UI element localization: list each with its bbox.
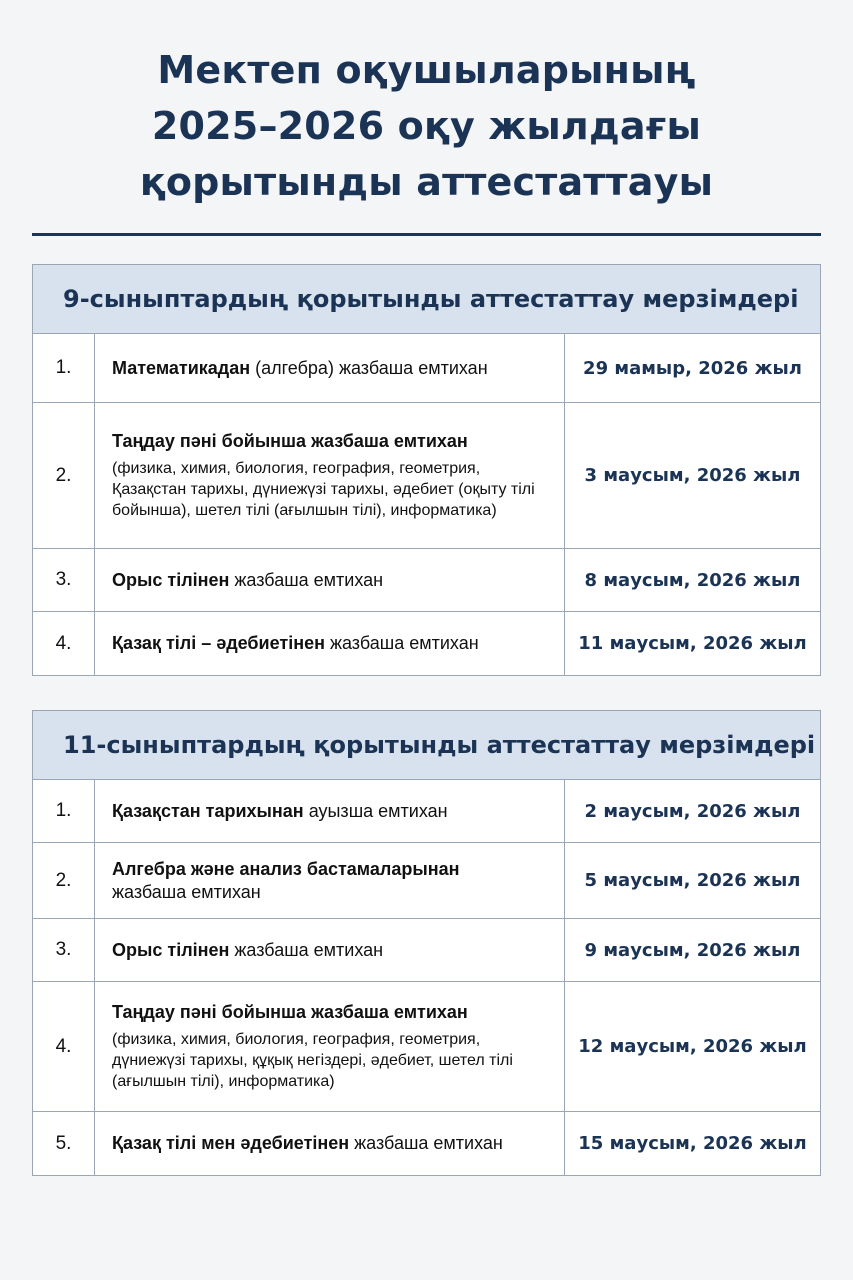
row-number: 1. xyxy=(33,334,95,402)
exam-type: жазбаша емтихан xyxy=(112,881,261,902)
exam-description xyxy=(95,1112,565,1175)
exam-date: 5 маусым, 2026 жыл xyxy=(584,870,801,891)
grade9-schedule-table xyxy=(32,264,821,676)
row-number: 5. xyxy=(33,1112,95,1175)
exam-subject: Таңдау пәні бойынша жазбаша емтихан xyxy=(112,1002,468,1022)
grade11-table-header: 11-сыныптардың қорытынды аттестаттау мерзімдері xyxy=(33,711,820,780)
row-number: 3. xyxy=(33,919,95,981)
exam-description xyxy=(95,403,565,548)
title-divider xyxy=(32,233,821,236)
exam-description xyxy=(95,780,565,842)
exam-subject: Қазақ тілі мен әдебиетінен xyxy=(112,1133,350,1153)
exam-type: (алгебра) жазбаша емтихан xyxy=(250,357,488,378)
exam-date: 3 маусым, 2026 жыл xyxy=(584,465,801,486)
exam-date: 29 мамыр, 2026 жыл xyxy=(583,357,802,379)
row-number: 1. xyxy=(33,780,95,842)
exam-date: 8 маусым, 2026 жыл xyxy=(584,569,801,591)
exam-description xyxy=(95,612,565,675)
exam-date: 15 маусым, 2026 жыл xyxy=(578,1133,807,1154)
page-title-line-1: Мектеп оқушыларының xyxy=(157,48,696,92)
table-row xyxy=(33,843,820,919)
row-number: 2. xyxy=(33,843,95,918)
exam-subject: Алгебра және анализ бастамаларынан xyxy=(112,858,460,879)
table-row xyxy=(33,549,820,612)
exam-subject: Таңдау пәні бойынша жазбаша емтихан xyxy=(112,431,468,451)
exam-subject: Қазақ тілі – әдебиетінен xyxy=(112,633,325,653)
table-row xyxy=(33,780,820,843)
grade11-schedule-table xyxy=(32,710,821,1176)
exam-subject: Орыс тілінен xyxy=(112,569,230,590)
grade9-table-header: 9-сыныптардың қорытынды аттестаттау мерзімдері xyxy=(33,265,820,334)
page-title-line-2: 2025–2026 оқу жылдағы xyxy=(151,104,702,148)
exam-date: 12 маусым, 2026 жыл xyxy=(578,1036,807,1057)
table-row xyxy=(33,919,820,982)
exam-date: 11 маусым, 2026 жыл xyxy=(578,633,807,654)
table-row xyxy=(33,1112,820,1175)
exam-type: ауызша емтихан xyxy=(303,800,448,821)
exam-description xyxy=(95,334,565,402)
exam-type: жазбаша емтихан xyxy=(229,939,384,960)
page-title xyxy=(0,42,853,210)
exam-description xyxy=(95,549,565,611)
page-title-line-3: қорытынды аттестаттауы xyxy=(139,160,714,204)
exam-type: жазбаша емтихан xyxy=(324,633,479,653)
exam-subject: Қазақстан тарихынан xyxy=(112,800,304,821)
exam-date: 9 маусым, 2026 жыл xyxy=(584,939,801,961)
row-number: 4. xyxy=(33,982,95,1111)
exam-subject-list: (физика, химия, биология, география, геометрия, Қазақстан тарихы, дүниежүзі тарихы, әдебиет (оқыту тілі бойынша), шетел тілі (ағылшын тілі), информатика) xyxy=(112,460,535,519)
row-number: 2. xyxy=(33,403,95,548)
table-row xyxy=(33,334,820,403)
exam-type: жазбаша емтихан xyxy=(229,569,384,590)
table-row xyxy=(33,403,820,549)
row-number: 4. xyxy=(33,612,95,675)
exam-type: жазбаша емтихан xyxy=(349,1133,503,1153)
exam-description xyxy=(95,843,565,918)
exam-date: 2 маусым, 2026 жыл xyxy=(584,800,801,822)
exam-subject: Математикадан xyxy=(112,357,251,378)
row-number: 3. xyxy=(33,549,95,611)
table-row xyxy=(33,982,820,1112)
exam-subject: Орыс тілінен xyxy=(112,939,230,960)
exam-description xyxy=(95,982,565,1111)
table-row xyxy=(33,612,820,675)
exam-description xyxy=(95,919,565,981)
exam-subject-list: (физика, химия, биология, география, геометрия, дүниежүзі тарихы, құқық негіздері, әдебиет, шетел тілі (ағылшын тілі), информатика) xyxy=(112,1031,513,1090)
